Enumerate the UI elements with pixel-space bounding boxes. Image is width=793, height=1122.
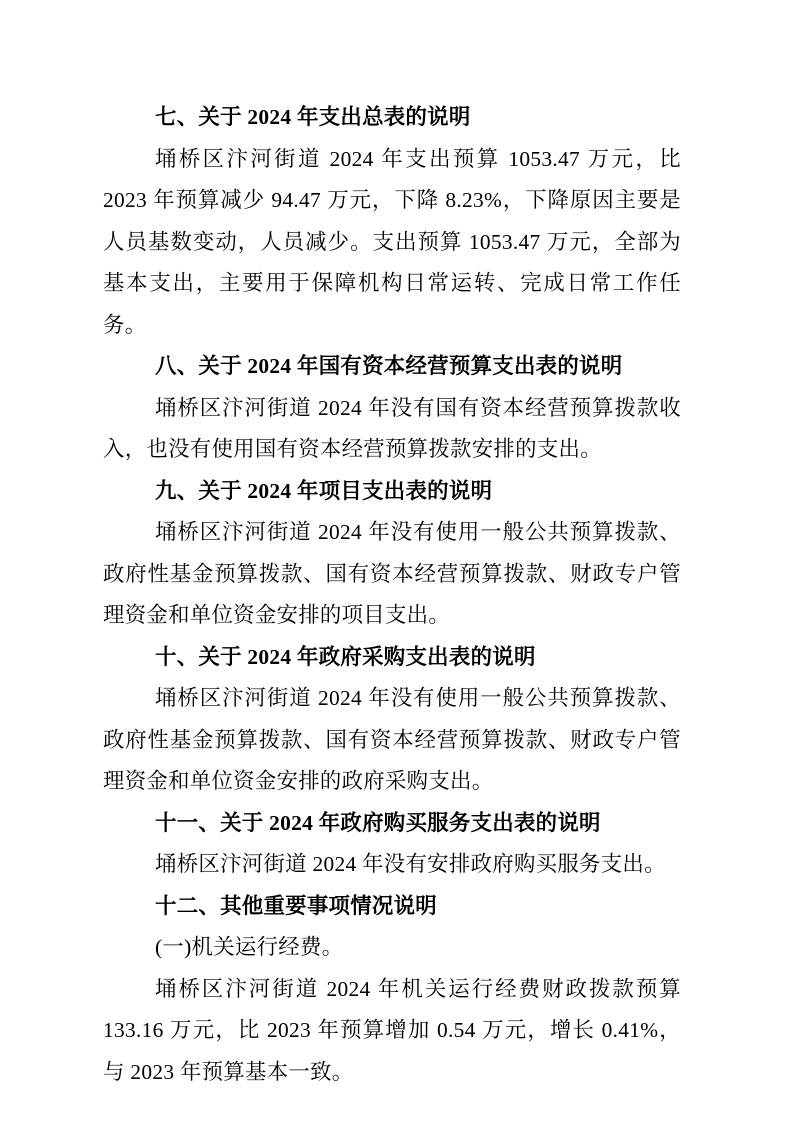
paragraph: 埇桥区汴河街道 2024 年没有使用一般公共预算拨款、政府性基金预算拨款、国有资本经营预算拨款、财政专户管理资金和单位资金安排的项目支出。 xyxy=(103,520,681,627)
section-10-government-procurement xyxy=(103,637,681,803)
section-heading: 八、关于 2024 年国有资本经营预算支出表的说明 xyxy=(155,354,623,378)
section-12-other-important-matters xyxy=(103,886,681,1094)
section-heading: 十一、关于 2024 年政府购买服务支出表的说明 xyxy=(155,810,601,835)
paragraph: 埇桥区汴河街道 2024 年没有安排政府购买服务支出。 xyxy=(155,852,666,876)
paragraph: 埇桥区汴河街道 2024 年没有国有资本经营预算拨款收入，也没有使用国有资本经营预算拨款安排的支出。 xyxy=(103,395,681,461)
section-heading: 九、关于 2024 年项目支出表的说明 xyxy=(155,478,493,503)
section-heading: 十二、其他重要事项情况说明 xyxy=(155,893,437,918)
section-heading: 十、关于 2024 年政府采购支出表的说明 xyxy=(155,644,536,669)
paragraph: 埇桥区汴河街道 2024 年机关运行经费财政拨款预算 133.16 万元，比 2023 年预算增加 0.54 万元，增长 0.41%，与 2023 年预算基本一致。 xyxy=(103,976,681,1084)
paragraph: 埇桥区汴河街道 2024 年支出预算 1053.47 万元，比 2023 年预算减少 94.47 万元，下降 8.23%，下降原因主要是人员基数变动，人员减少。支出预算 1053.47 万元，全部为基本支出，主要用于保障机构日常运转、完成日常工作任务。 xyxy=(103,146,681,337)
paragraph: 埇桥区汴河街道 2024 年没有使用一般公共预算拨款、政府性基金预算拨款、国有资本经营预算拨款、财政专户管理资金和单位资金安排的政府采购支出。 xyxy=(103,686,681,793)
subsection-label: (一)机关运行经费。 xyxy=(155,935,344,959)
section-heading: 七、关于 2024 年支出总表的说明 xyxy=(155,105,471,129)
section-8-state-capital-budget xyxy=(103,346,681,471)
section-9-project-expenditure xyxy=(103,471,681,637)
section-7-expenditure-summary xyxy=(103,97,681,346)
section-11-purchased-services xyxy=(103,803,681,886)
